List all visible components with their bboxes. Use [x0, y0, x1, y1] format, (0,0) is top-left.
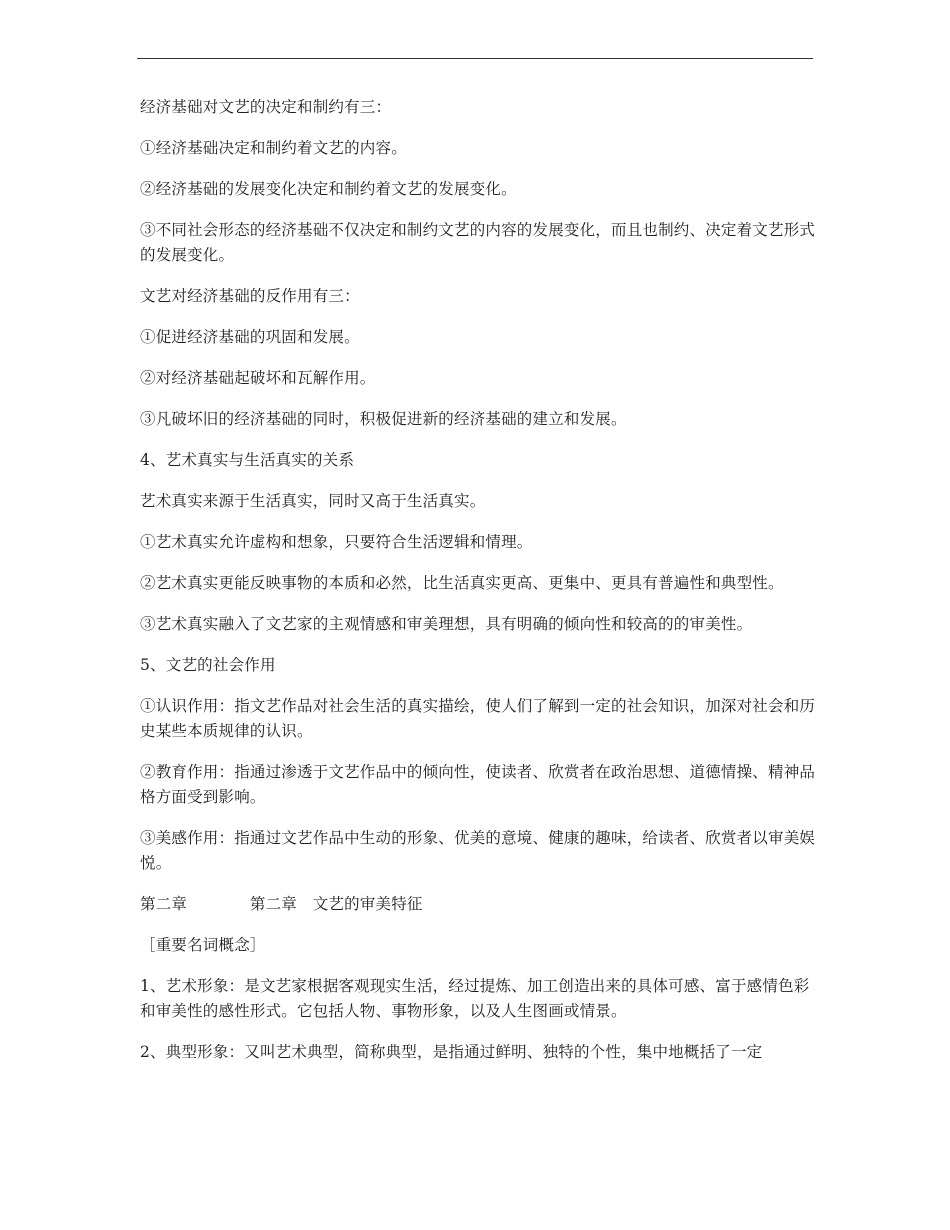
header-rule: [137, 58, 813, 59]
paragraph: ②经济基础的发展变化决定和制约着文艺的发展变化。: [140, 180, 517, 198]
chapter-heading: 第二章 第二章 文艺的审美特征: [140, 895, 423, 913]
paragraph: ①经济基础决定和制约着文艺的内容。: [140, 139, 407, 157]
paragraph: ②艺术真实更能反映事物的本质和必然，比生活真实更高、更集中、更具有普遍性和典型性。: [140, 574, 784, 592]
paragraph: ③美感作用：指通过文艺作品中生动的形象、优美的意境、健康的趣味，给读者、欣赏者以审美娱悦。: [140, 829, 816, 872]
paragraph: 2、典型形象：又叫艺术典型，简称典型，是指通过鲜明、独特的个性，集中地概括了一定: [140, 1043, 763, 1061]
paragraph: ③不同社会形态的经济基础不仅决定和制约文艺的内容的发展变化，而且也制约、决定着文艺形式的发展变化。: [140, 221, 816, 264]
paragraph: ①促进经济基础的巩固和发展。: [140, 328, 360, 346]
section-heading: 5、文艺的社会作用: [140, 656, 276, 674]
paragraph: 艺术真实来源于生活真实，同时又高于生活真实。: [140, 492, 486, 510]
paragraph: 文艺对经济基础的反作用有三：: [140, 287, 360, 305]
paragraph: ③艺术真实融入了文艺家的主观情感和审美理想，具有明确的倾向性和较高的的审美性。: [140, 615, 753, 633]
subsection-heading: ［重要名词概念］: [140, 936, 266, 954]
paragraph: ③凡破坏旧的经济基础的同时，积极促进新的经济基础的建立和发展。: [140, 410, 627, 428]
paragraph: ②教育作用：指通过渗透于文艺作品中的倾向性，使读者、欣赏者在政治思想、道德情操、精神品格方面受到影响。: [140, 763, 816, 806]
document-body: [140, 95, 820, 1081]
paragraph: 经济基础对文艺的决定和制约有三：: [140, 98, 392, 116]
paragraph: ①艺术真实允许虚构和想象，只要符合生活逻辑和情理。: [140, 533, 533, 551]
paragraph: 1、艺术形象：是文艺家根据客观现实生活，经过提炼、加工创造出来的具体可感、富于感情色彩和审美性的感性形式。它包括人物、事物形象，以及人生图画或情景。: [140, 977, 810, 1020]
paragraph: ②对经济基础起破坏和瓦解作用。: [140, 369, 376, 387]
paragraph: ①认识作用：指文艺作品对社会生活的真实描绘，使人们了解到一定的社会知识，加深对社会和历史某些本质规律的认识。: [140, 697, 816, 740]
section-heading: 4、艺术真实与生活真实的关系: [140, 451, 355, 469]
